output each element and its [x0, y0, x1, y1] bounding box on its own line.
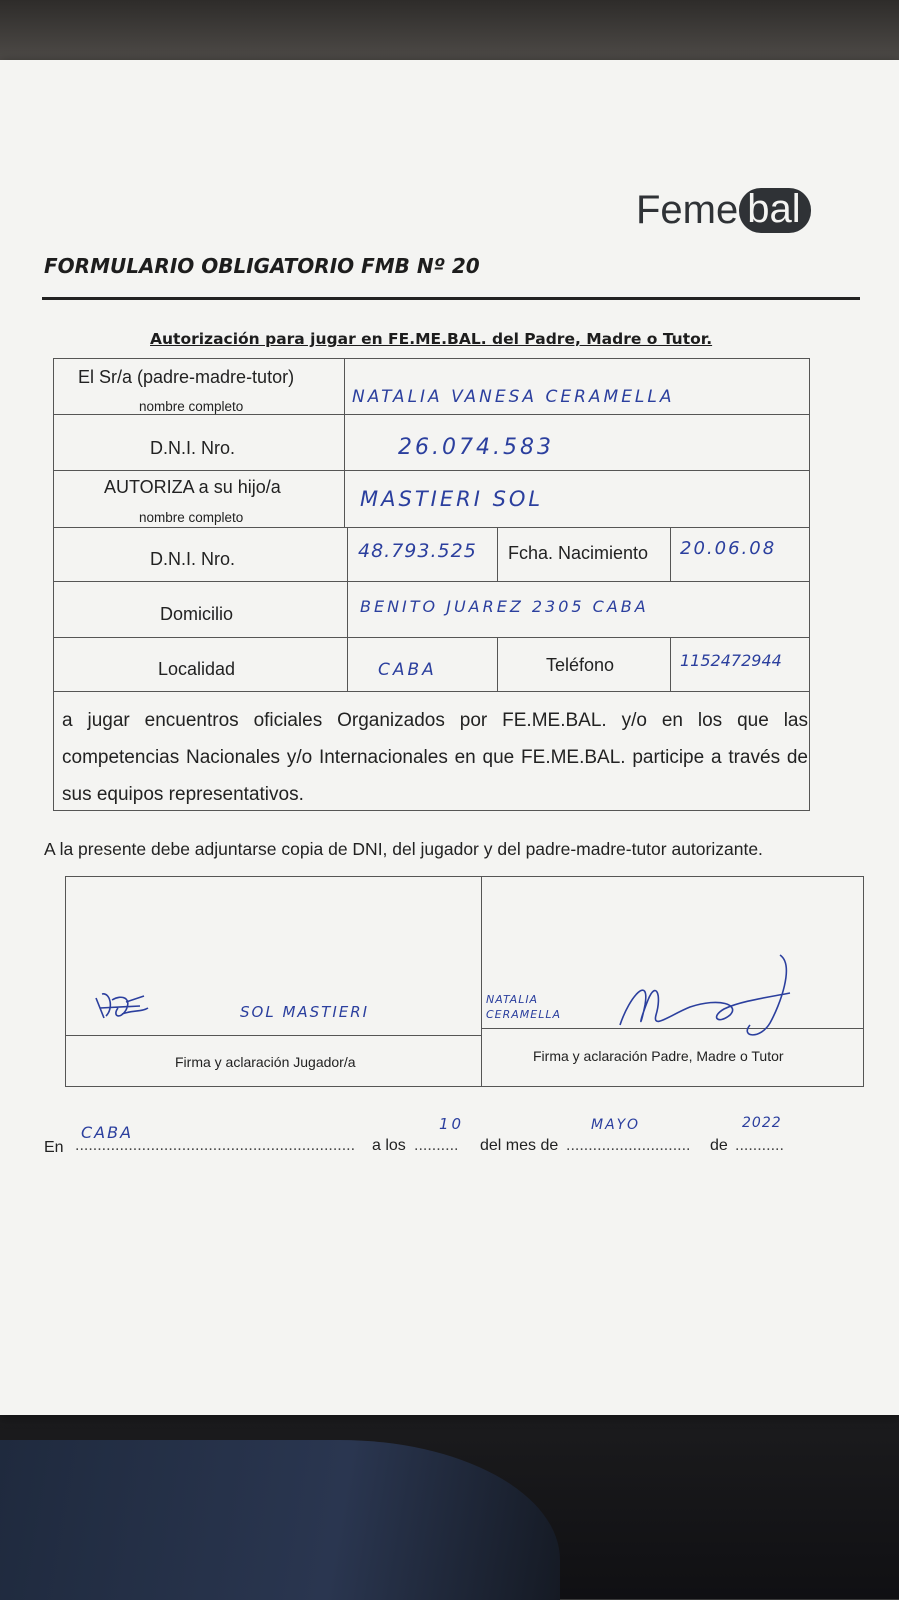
birth-label: Fcha. Nacimiento	[508, 543, 649, 563]
en-label: En	[44, 1139, 64, 1156]
parent-name-value: NATALIA VANESA CERAMELLA	[352, 387, 675, 407]
form-title: FORMULARIO OBLIGATORIO FMB Nº 20	[44, 254, 480, 278]
birth-value: 20.06.08	[680, 538, 777, 559]
child-name-value: MASTIERI SOL	[360, 487, 544, 511]
month-dots: ............................	[566, 1137, 691, 1154]
form-subtitle: Autorización para jugar en FE.ME.BAL. del Padre, Madre o Tutor.	[150, 330, 713, 348]
player-name-handwritten: SOL MASTIERI	[240, 1003, 370, 1021]
child-dni-label: D.N.I. Nro.	[150, 549, 236, 569]
locality-value: CABA	[378, 660, 437, 680]
year-dots: ...........	[735, 1137, 784, 1154]
authorization-text: a jugar encuentros oficiales Organizados por FE.ME.BAL. y/o en los que las competencias Nacionales y/o Internacionales en que FE.ME.BAL. participe a través de sus equipos representativos.	[62, 710, 808, 805]
year-value: 2022	[742, 1115, 782, 1131]
address-value: BENITO JUAREZ 2305 CABA	[360, 597, 649, 616]
parent-label: El Sr/a (padre-madre-tutor)	[78, 367, 295, 387]
day-dots: ..........	[414, 1137, 459, 1154]
en-dots: ...............................................................	[75, 1137, 356, 1154]
month-value: MAYO	[591, 1117, 640, 1133]
a-los-label: a los	[372, 1137, 406, 1154]
logo-text: Feme	[636, 188, 739, 232]
place-value: CABA	[81, 1123, 134, 1142]
phone-value: 1152472944	[680, 651, 782, 670]
logo-badge: bal	[739, 188, 810, 233]
mes-label: del mes de	[480, 1137, 559, 1154]
parent-name-line1: NATALIA	[486, 993, 539, 1006]
de-label: de	[710, 1137, 728, 1154]
parent-sublabel: nombre completo	[139, 399, 244, 414]
title-divider	[42, 297, 860, 300]
parent-signature-mark	[590, 945, 810, 1045]
locality-label: Localidad	[158, 659, 236, 679]
parent-signature-caption: Firma y aclaración Padre, Madre o Tutor	[533, 1048, 784, 1064]
parent-name-line2: CERAMELLA	[486, 1008, 562, 1021]
player-signature-caption: Firma y aclaración Jugador/a	[175, 1054, 356, 1070]
player-signature-mark	[92, 988, 152, 1028]
child-label: AUTORIZA a su hijo/a	[104, 477, 281, 497]
phone-label: Teléfono	[546, 655, 615, 675]
femebal-logo	[636, 188, 811, 233]
address-label: Domicilio	[160, 604, 234, 624]
parent-dni-label: D.N.I. Nro.	[150, 438, 236, 458]
parent-dni-value: 26.074.583	[398, 435, 554, 460]
child-sublabel: nombre completo	[139, 510, 244, 525]
attachment-note: A la presente debe adjuntarse copia de DNI, del jugador y del padre-madre-tutor autorizante.	[44, 839, 763, 859]
child-dni-value: 48.793.525	[358, 540, 477, 562]
day-value: 10	[439, 1115, 465, 1133]
